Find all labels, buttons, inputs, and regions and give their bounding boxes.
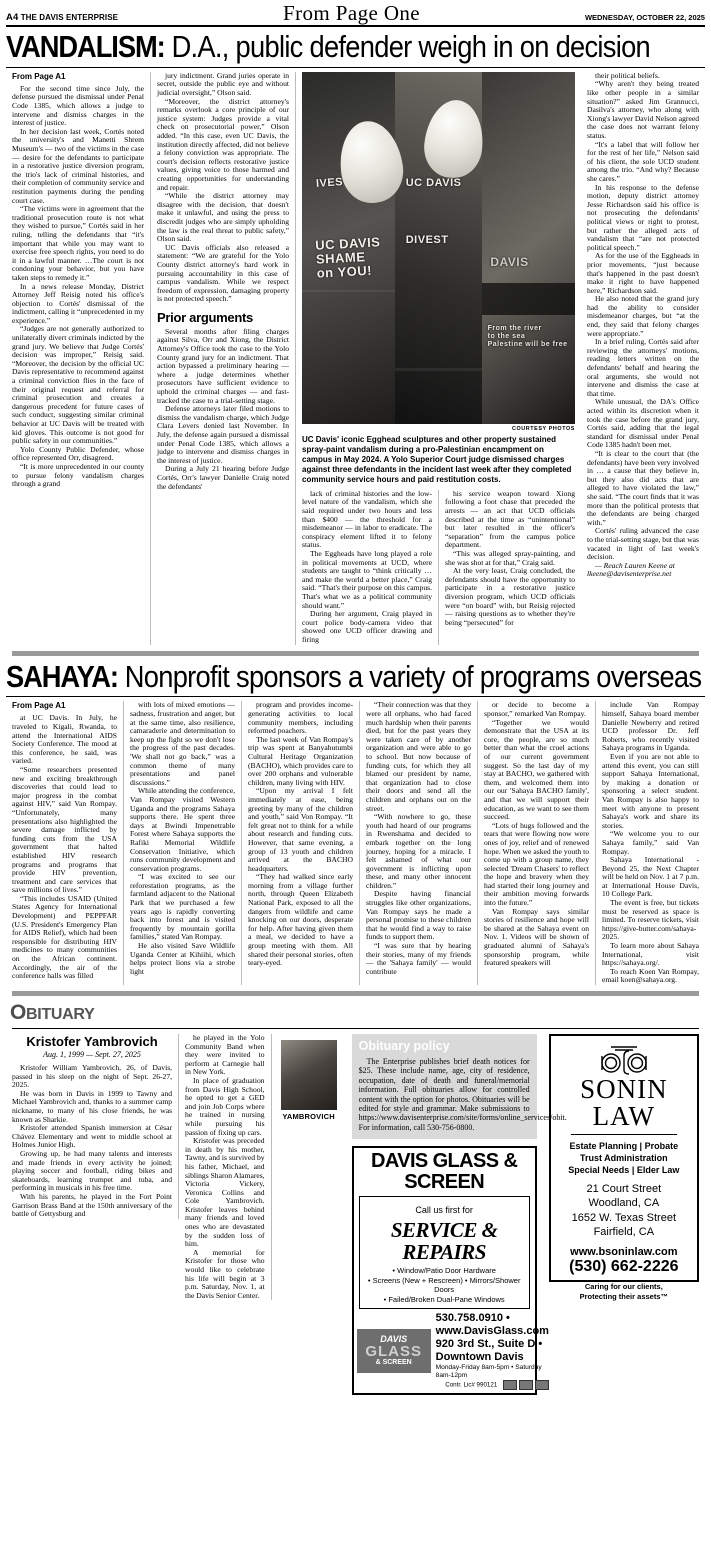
sonin-address-line: 1652 W. Texas Street bbox=[571, 1212, 676, 1224]
sonin-tagline-2: Protecting their assets™ bbox=[579, 1291, 668, 1301]
issue-date: WEDNESDAY, OCTOBER 22, 2025 bbox=[584, 13, 705, 22]
story-paragraph: “Moreover, the district attorney's remarks overlook a core principle of our justice system: Judges provide a vital check on prosecutorial power,” Olson added. “In this case, even UC Davis, the institution directly affected, did not believe a felony conviction was appropriate. The court's decision reflects restorative justice values, giving voice to those harmed and creating opportunities for understanding and repair. bbox=[157, 96, 289, 192]
story-paragraph: UC Davis officials also released a statement: “We are grateful for the Yolo County district attorney's hard work in pursuing accountability in this case of campus vandalism. While we respect freedom of expression, damaging property is not protected speech.” bbox=[157, 242, 289, 304]
paper-name: THE DAVIS ENTERPRISE bbox=[20, 13, 119, 22]
obituary-dates: Aug. 1, 1999 — Sept. 27, 2025 bbox=[43, 1050, 141, 1059]
story-paragraph: For the second time since July, the defense pursued the dismissal under Penal Code 1385, which allows a judge to intervene and dismiss charges in the interest of justice. bbox=[12, 83, 144, 128]
photo-panel-right bbox=[482, 72, 575, 424]
story-paragraph: In a brief ruling, Cortés said after reviewing the attorneys' motions, reading letters written on the defendants' behalf and hearing the oral arguments, she would not intervene and dismiss the case at that time. bbox=[587, 337, 699, 398]
story1-rule bbox=[6, 67, 705, 68]
graffiti-text bbox=[315, 236, 382, 281]
story-paragraph: As for the use of the Eggheads in prior movements, “just because that's happened in the past doesn't make it right to have happened here,” Richardson said. bbox=[587, 251, 699, 295]
story-paragraph: “I was excited to see our reforestation programs, as the farmland adjacent to the National Park that we purchased a few years ago is rapidly converting back into forest and is visited frequently by mountain gorilla families,” stated Van Rompay. bbox=[130, 872, 235, 942]
credit-card-icons bbox=[503, 1380, 549, 1390]
page-folio: A4 bbox=[6, 12, 19, 23]
story-paragraph: “The victims were in agreement that the traditional prosecution route is not what they wished to pursue,” Cortés said in her ruling, telling the defendants that “it's important that while you may want to exercise free speech rights, you need to do it in a lawful manner. …The court is not condoning your behavior, but you have taken steps to remedy it.” bbox=[12, 204, 144, 282]
story-paragraph: “We welcome you to our Sahaya family,” said Van Rompay. bbox=[602, 829, 699, 856]
story-paragraph: their political beliefs. bbox=[595, 70, 660, 80]
obituary-paragraph: Kristofer was preceded in death by his mother, Tawny, and is survived by his father, Michael, and siblings Sharon Alamares, Victoria Vickery, Veronica Collins and Cole Yambrovich. Kristofer leaves behind many friends and loved ones who are devastated by the sudden loss of him. bbox=[185, 1136, 265, 1249]
photo-caption: UC Davis' iconic Egghead sculptures and other property sustained spray-paint vandalism during a pro-Palestinian encampment on campus in May 2024. A Yolo Superior Court judge dismissed charges against three defendants in the incident last week after they completed community service hours and paid restitution costs. bbox=[302, 434, 572, 484]
story-paragraph: “This includes USAID (United States Agency for International Development) and PEPPFAR (U.S. President's Emergency Plan for AIDS Relief), which had been responsible for distributing HIV medicines to many communities on the African continent. Accordingly, the air of the conference halls was filled bbox=[12, 893, 117, 981]
story2-col-2 bbox=[124, 701, 242, 985]
story-paragraph: “Judges are not generally authorized to unilaterally divert criminals indicted by the grand jury. We believe that Judge Cortés' decision was improper,” Reisig said. “Moreover, the decision by the official UC Davis representative to recommend against a criminal conviction flies in the face of their original request and referral for criminal prosecution and creates a dangerous precedent for future cases of such conduct, suggesting similar criminal behavior at UC Davis will be treated with kid gloves. This outcome is not good for public safety in our communities.” bbox=[12, 324, 144, 446]
graffiti-line: SHAME bbox=[315, 249, 366, 267]
story1-col-1 bbox=[6, 72, 151, 645]
story-paragraph: Even if you are not able to attend this event, you can still support Sahaya International, by making a donation or sponsoring a select student. Van Rompay is also happy to meet with anyone to present Sahaya's work and share its stories. bbox=[602, 751, 699, 830]
photo-streak bbox=[395, 368, 482, 371]
ad-davis-glass[interactable] bbox=[352, 1146, 549, 1395]
ad-glass-bullet: • Screens (New + Rescreen) • Mirrors/Shower Doors bbox=[367, 1275, 521, 1295]
section-separator-band bbox=[12, 651, 699, 656]
story-paragraph: “Some researchers presented new and exciting breakthrough discoveries that could lead to major progress in the combat against HIV,” said Van Rompay. “Unfortunately, many presentations also highlighted the severe damage inflicted by funding cuts from the USA government that halted established HIV research programs and programs that provide HIV prevention, treatment and care services that save millions of lives.” bbox=[12, 764, 117, 895]
story-paragraph: The Eggheads have long played a role in political movements at UCD, where students are taught to “think critically … and make the world a better place,” Craig said. “That's their purpose on this campus. That's what we as a political community should want.” bbox=[302, 549, 432, 610]
sonin-divider bbox=[571, 1134, 677, 1135]
sonin-tagline-1: Caring for our clients, bbox=[584, 1282, 663, 1291]
graffiti-text: DAVIS bbox=[490, 254, 529, 269]
obituary-portrait-caption: YAMBROVICH bbox=[282, 1112, 335, 1121]
story-paragraph: Van Rompay says similar stories of resilience and hope will be shared at the Sahaya event on Nov. 1. Videos will be shown of graduated alumni of Sahaya's sponsorship program, while featured speakers will bbox=[484, 906, 589, 968]
story-paragraph: include Van Rompay himself, Sahaya board member Danielle Newberry and retired UCD professor Dr. Jeff Roberts, who recently visited Sahaya programs in Uganda. bbox=[602, 700, 699, 753]
story-paragraph: Several months after filing charges against Silva, Orr and Xiong, the District Attorney's Office took the case to the Yolo County grand jury for an indictment. That action bypassed a preliminary hearing — where a judge determines whether prosecutors have sufficient evidence to uphold the criminal charges — and fast-tracked the case to a trial-setting stage. bbox=[157, 326, 289, 405]
card-icon bbox=[519, 1380, 533, 1390]
story2-col-3 bbox=[242, 701, 360, 985]
ad-glass-logo-line3: & SCREEN bbox=[375, 1359, 412, 1367]
ad-glass-title: DAVIS GLASS & SCREEN bbox=[371, 1150, 518, 1194]
card-icon bbox=[503, 1380, 517, 1390]
story-paragraph: Sahaya International - Beyond 25, the Next Chapter will be held on Nov. 1 at 7 p.m. at International House Davis, 10 College Park. bbox=[602, 855, 699, 899]
story-paragraph: “Lots of hugs followed and the tears that were flowing now were ones of joy, relief and of renewed hope. When we asked the youth to come up with a group name, they selected 'Dream Chasers' to reflect the hope and bravery when they had started their long journey and their ambition moving forwards into the future.” bbox=[484, 820, 589, 908]
graffiti-text: IVES bbox=[315, 176, 344, 191]
obituary-policy-box bbox=[352, 1034, 567, 1139]
obituary-paragraph: he played in the Yolo Community Band when they were invited to perform at Carnegie hall in New York. bbox=[185, 1033, 265, 1077]
obituary-name: Kristofer Yambrovich bbox=[26, 1034, 158, 1049]
graffiti-text: DIVEST bbox=[405, 233, 449, 246]
obituary-paragraph: Growing up, he had many talents and interests and made friends in every activity he joined; playing soccer and football, riding bikes and skateboards, learning trumpet and tuba, and performing in musicals in his free time. bbox=[12, 1148, 173, 1193]
story1-signoff-line2: lkeene@davisenterprise.net bbox=[587, 569, 672, 579]
obituary-col-1 bbox=[6, 1034, 179, 1219]
sonin-name-line2: LAW bbox=[592, 1101, 655, 1131]
story-paragraph: at UC Davis. In July, he traveled to Kigali, Rwanda, to attend the International AIDS Society Conference. The mood at this conference, he said, was varied. bbox=[12, 713, 117, 766]
story1-signoff-line1: — Reach Lauren Keene at bbox=[595, 560, 675, 570]
obituary-portrait bbox=[281, 1040, 337, 1110]
masthead-rule bbox=[6, 25, 705, 27]
story-paragraph: The event is free, but tickets must be reserved as space is limited. To reserve tickets, visit https://give-butter.com/sahaya-2025. bbox=[602, 898, 699, 942]
obituary-paragraph: Kristofer William Yambrovich, 26, of Davis, passed in his sleep on the night of Sept. 26-27, 2025. bbox=[12, 1063, 173, 1090]
obituary-paragraph: Kristofer attended Spanish immersion at César Chávez Elementary and went to middle school at Holmes Junior High. bbox=[12, 1123, 173, 1150]
ad-glass-logo-line2: GLASS bbox=[365, 1343, 422, 1361]
ad-sonin-col bbox=[543, 1034, 705, 1301]
story-paragraph: “While the district attorney may disagree with the decision, that doesn't make it unlawful, and using the press to discredit judges who are simply upholding the law is the real threat to public safety,” Olson said. bbox=[157, 191, 289, 244]
ad-glass-phone-web[interactable]: 530.758.0910 • www.DavisGlass.com bbox=[435, 1312, 549, 1338]
photo-dark-band bbox=[482, 283, 575, 315]
ad-glass-license bbox=[436, 1380, 549, 1390]
story2-col-4 bbox=[360, 701, 478, 985]
story-paragraph: Yolo County Public Defender, whose office represented Orr, disagreed. bbox=[12, 444, 144, 463]
obituary-rule bbox=[12, 1028, 699, 1029]
sonin-service: Trust Administration bbox=[579, 1153, 668, 1163]
obituary-title-dropcap: O bbox=[10, 1001, 27, 1024]
ad-glass-contact bbox=[436, 1312, 549, 1390]
ad-glass-hours: Monday-Friday 8am-5pm • Saturday 8am-12pm bbox=[435, 1364, 542, 1380]
masthead-left bbox=[6, 12, 118, 23]
story-paragraph: While attending the conference, Van Rompay visited Western Uganda and the programs Sahaya supports there. He spent three days at Bwindi Impenetrable Forest where Sahaya supports the Rafiki Memorial Wildlife Conservation Initiative, which runs community development and conservation programs. bbox=[130, 786, 235, 873]
graffiti-line: Palestine will be free bbox=[487, 341, 568, 349]
ad-glass-license-text: Contr. Lic# 990121 bbox=[445, 1381, 498, 1389]
graffiti-text: UC DAVIS bbox=[405, 177, 462, 190]
story-paragraph: lack of criminal histories and the low-level nature of the vandalism, which she said required under two hours and less than $400 — the threshold for a misdemeanor — in labor to eradicate. The conspiracy element lifted it to felony status. bbox=[302, 488, 432, 550]
story-paragraph: During her argument, Craig played in court police body-camera video that showed one UCD officer drawing and firing bbox=[302, 609, 432, 644]
policy-and-ad-col bbox=[346, 1034, 567, 1395]
story2-col-5 bbox=[478, 701, 596, 985]
obituary-paragraph: With his parents, he played in the Fort Point Garrison Brass Band at the 150th anniversary of the battle of Gettysburg and bbox=[12, 1191, 173, 1219]
story-paragraph: During a July 21 hearing before Judge Cortés, Orr's lawyer Danielle Craig noted the defendants' bbox=[157, 464, 289, 491]
story2-jumpline: From Page A1 bbox=[12, 701, 66, 711]
vandalism-photo bbox=[302, 72, 575, 424]
story2-col-1 bbox=[6, 701, 124, 985]
sonin-address-line: 21 Court Street bbox=[586, 1183, 662, 1195]
story-paragraph: “Upon my arrival I felt immediately at ease, being greeting by many of the children and youth,” said Von Rompay. “It felt great not to think for a while about research and funding cuts. However, that same evening, a group of 13 youth and children arrived at the BACHO headquarters. bbox=[248, 786, 353, 873]
obituary-title-rest: BITUARY bbox=[26, 1006, 95, 1023]
photo-credit: COURTESY PHOTOS bbox=[511, 425, 575, 432]
obituary-policy-title: Obituary policy bbox=[358, 1039, 450, 1053]
story1-subhead: Prior arguments bbox=[157, 309, 253, 325]
ad-glass-inner-box bbox=[359, 1196, 530, 1309]
story-paragraph: In his response to the defense motion, deputy district attorney Jesse Richardson said his office is not prosecuting the defendants' political views or right to protest, but rather the alleged acts of vandalism that “are not protected political speech.” bbox=[587, 182, 699, 252]
story1-col-2 bbox=[151, 72, 296, 645]
obituary-photo-col bbox=[272, 1034, 346, 1121]
ad-glass-logo bbox=[357, 1329, 431, 1373]
story-paragraph: “Why aren't they being treated like other people in a similar situation?” asked Jim Grannucci, Dasilva's attorney, who along with Xiong's lawyer David Nelson agreed the case does not warrant felony status. bbox=[587, 79, 699, 141]
story1-headline bbox=[6, 29, 651, 64]
story1-col-4 bbox=[439, 490, 581, 645]
ad-glass-logo-line1: DAVIS bbox=[380, 1334, 408, 1345]
graffiti-line: to the sea bbox=[487, 333, 526, 341]
story-paragraph: Cortés' ruling advanced the case to the trial-setting stage, but that was vacated in light of last week's decision. bbox=[587, 526, 699, 562]
graffiti-text bbox=[488, 325, 568, 349]
sonin-service: Estate Planning | Probate bbox=[569, 1141, 679, 1151]
obituary-section-title bbox=[10, 1001, 705, 1025]
page-masthead bbox=[6, 0, 705, 23]
ad-sonin-law[interactable] bbox=[549, 1034, 699, 1301]
obituary-col-2 bbox=[179, 1034, 272, 1300]
ad-glass-callus: Call us first for bbox=[409, 1205, 479, 1215]
story-paragraph: “With nowhere to go, these youth had heard of our programs in Rwenshama and decided to embark together on the long journey, hoping for a miracle. I felt ashamed of what our government is inflicting upon these, and many other innocent children.” bbox=[366, 812, 471, 890]
section-title: From Page One bbox=[283, 1, 421, 25]
story-paragraph: Defense attorneys later filed motions to dismiss the vandalism charge, which Judge Clara Levers denied last November. In July, the defense again pursued a dismissal under Penal Code 1385, which allows a judge to intervene and dismiss charges in the interest of justice. bbox=[157, 404, 289, 465]
obituary-paragraph: In place of graduation from Davis High School, he opted to get a GED and join Job Corps where he trained in nursing while pursuing his passion of fixing up cars. bbox=[185, 1075, 265, 1137]
story-paragraph: with lots of mixed emotions — sadness, frustration and anger, but at the same time, also resilience, camaraderie and determination to keep up the fight so we don't lose the progress of the past decades. 'We shall not go back,” was a common theme of many presentations and panel discussions.” bbox=[130, 700, 235, 787]
ad-glass-bullet: • Failed/Broken Dual-Pane Windows bbox=[383, 1294, 505, 1304]
obituary-paragraph: He was born in Davis in 1999 to Tawny and Michael Yambrovich and, thanks to a summer camp nickname, to many of his close friends, he was known as Sharkie. bbox=[12, 1088, 173, 1124]
story-paragraph: “It's a label that will follow her for the rest of her life,” Nelson said of his client, the sole UCD student among the trio. “And why? Because she cares.” bbox=[587, 139, 699, 183]
story-paragraph: In her decision last week, Cortés noted the university's and Manetti Shrem Museum's — two of the victims in the case — desire for the defendants to participate in a restorative justice diversion program, the trio's lack of criminal histories, and their completion of community service and restitution payments during the pending court case. bbox=[12, 126, 144, 205]
ad-glass-footer bbox=[357, 1312, 549, 1390]
story-paragraph: He also visited Save Wildlife Uganda Center at Kihiihi, which helps protect lions via a strobe light bbox=[130, 941, 235, 976]
sonin-name-line1: SONIN bbox=[580, 1074, 668, 1104]
story-paragraph: In a news release Monday, District Attorney Jeff Reisig noted his office's objection to Cortés' dismissal of the indictment, calling it “unprecedented in my experience.” bbox=[12, 281, 145, 325]
story-paragraph: program and provides income-generating activities to local community members, including reformed poachers. bbox=[248, 700, 353, 736]
story1-headline-text: D.A., public defender weigh in on decision bbox=[171, 29, 651, 64]
story1-photo-and-text bbox=[296, 72, 581, 645]
sonin-address-line: Fairfield, CA bbox=[593, 1225, 655, 1238]
story1-photo-block bbox=[296, 72, 581, 485]
story2-headline bbox=[6, 658, 702, 694]
story-paragraph: “Their connection was that they were all orphans, who had faced much hardship when their parents died, but for the past years they were taken care of by another organization and were able to go to school. But now because of funding cuts, for which they all blamed our president by name, that organization had to close their doors and send all the children and orphans out on the street. bbox=[366, 700, 471, 813]
story-paragraph: his service weapon toward Xiong following a foot chase that preceded the arrests — an act that UCD officials described at the time as “unintentional” but later resulted in the officer's “separation” from the campus police department. bbox=[445, 488, 575, 550]
story1-col-5 bbox=[581, 72, 705, 645]
story2-rule bbox=[6, 696, 705, 697]
ad-glass-bullet: • Window/Patio Door Hardware bbox=[392, 1266, 496, 1276]
story-paragraph: “This was alleged spray-painting, and she was shot at for that,” Craig said. bbox=[445, 549, 575, 567]
sonin-logo-icon bbox=[557, 1042, 691, 1076]
story2-kicker: SAHAYA: bbox=[6, 658, 118, 694]
story-paragraph: jury indictment. Grand juries operate in secret, outside the public eye and without judicial oversight,” Olson said. bbox=[157, 70, 289, 98]
graffiti-line: From the river bbox=[487, 325, 542, 333]
story-paragraph: The last week of Van Rompay's trip was spent at Banyahutumbi Cultural Heritage Organization (BACHO), which provides care to over 200 orphans and vulnerable children, many living with HIV. bbox=[248, 734, 353, 787]
ad-glass-address: 920 3rd St., Suite D • Downtown Davis bbox=[435, 1338, 543, 1364]
sonin-website[interactable]: www.bsoninlaw.com bbox=[570, 1246, 678, 1258]
obituary-policy-text: The Enterprise publishes brief death notices for $25. These include name, age, city of residence, occupation, date of death and funeral/memorial information. Full obituaries allow for controlled content with the option for photos. Obituaries will be edited for style and grammar. Make submissions to https://www.davisenterprise.com/site/forms/online_services/obit. For information, call 530-756-0800. bbox=[358, 1057, 567, 1132]
story-paragraph: “It is more unprecedented in our county to pursue felony vandalism charges through a grand bbox=[12, 461, 144, 489]
story1-col-3 bbox=[296, 490, 439, 645]
story-paragraph: “It is clear to the court that (the defendants) have been very involved in … a cause that they believe in, but they also did acts that are alleged to have violated the law,” she said. “The court finds that it was more than the political protests that the defendants are being charged with.” bbox=[587, 448, 699, 527]
story-paragraph: At the very least, Craig concluded, the defendants should have the opportunity to participate in a restorative justice diversion program, which UCD officials were “on board” with, but Reisig rejected — raising questions as to whether they're being “persecuted” for bbox=[445, 566, 575, 627]
sonin-address-line: Woodland, CA bbox=[588, 1196, 660, 1209]
card-icon bbox=[535, 1380, 549, 1390]
story-paragraph: While unusual, the DA's Office acted within its discretion when it took the case before the grand jury, Cortés said, adding that the legal standard for dismissal under Penal Code 1385 hadn't been met. bbox=[587, 397, 699, 450]
story1-photo-subcolumns bbox=[296, 490, 581, 645]
story-paragraph: To learn more about Sahaya International, visit https://sahaya.org/. bbox=[602, 941, 699, 968]
story1-jumpline: From Page A1 bbox=[12, 71, 66, 81]
obituary-separator-band bbox=[12, 991, 699, 996]
obituary-paragraph: A memorial for Kristofer for those who would like to celebrate his life will begin at 3 p.m. Saturday, Nov. 1, at the Davis Senior Center. bbox=[185, 1247, 265, 1300]
bottom-zone bbox=[6, 1034, 705, 1395]
story-paragraph: Despite having financial struggles like other organizations, Van Rompay says he made a personal promise to these children that he would find a way to raise funds to support them. bbox=[366, 889, 471, 942]
story-paragraph: “They had walked since early morning from a village further north, through Queen Elizabeth National Park, exposed to all the dangers from wildlife and came knocking on our doors, desperate for help. After having given them a meal, we decided to have a group meeting with them. All shared their personal stories, often teary-eyed. bbox=[248, 872, 353, 968]
story2-columns bbox=[6, 701, 705, 985]
story1-columns bbox=[6, 72, 705, 645]
sonin-phone[interactable]: (530) 662-2226 bbox=[569, 1258, 679, 1275]
story1-kicker: VANDALISM: bbox=[6, 29, 165, 64]
story2-col-6 bbox=[596, 701, 705, 985]
sonin-service: Special Needs | Elder Law bbox=[568, 1165, 680, 1175]
ad-glass-service: SERVICE & REPAIRS bbox=[390, 1218, 498, 1265]
story-paragraph: or decide to become a sponsor,” remarked Van Rompay. bbox=[484, 700, 589, 718]
graffiti-line: UC DAVIS bbox=[314, 234, 381, 254]
story-paragraph: “I was sure that by hearing their stories, many of my friends — the 'Sahaya family' — would contribute bbox=[366, 941, 471, 976]
graffiti-line: on YOU! bbox=[315, 263, 372, 281]
story2-headline-text: Nonprofit sponsors a variety of programs overseas bbox=[124, 658, 702, 694]
story-paragraph: “Together we would demonstrate that the USA at its core, the people, are so much better than what the cruel actions of our current government suggest. So the last day of my stay at BACHO, we gathered with them, and welcomed them into our our 'Sahaya BACHO family', and that we will support their education, as we want to see them succeed. bbox=[484, 717, 589, 822]
photo-streak bbox=[302, 290, 395, 292]
story-paragraph: To reach Koen Van Rompay, email koen@sahaya.org. bbox=[602, 966, 699, 985]
story-paragraph: He also noted that the grand jury had the ability to consider misdemeanor charges, but “at the end, they said that felony charges were appropriate.” bbox=[587, 294, 699, 338]
